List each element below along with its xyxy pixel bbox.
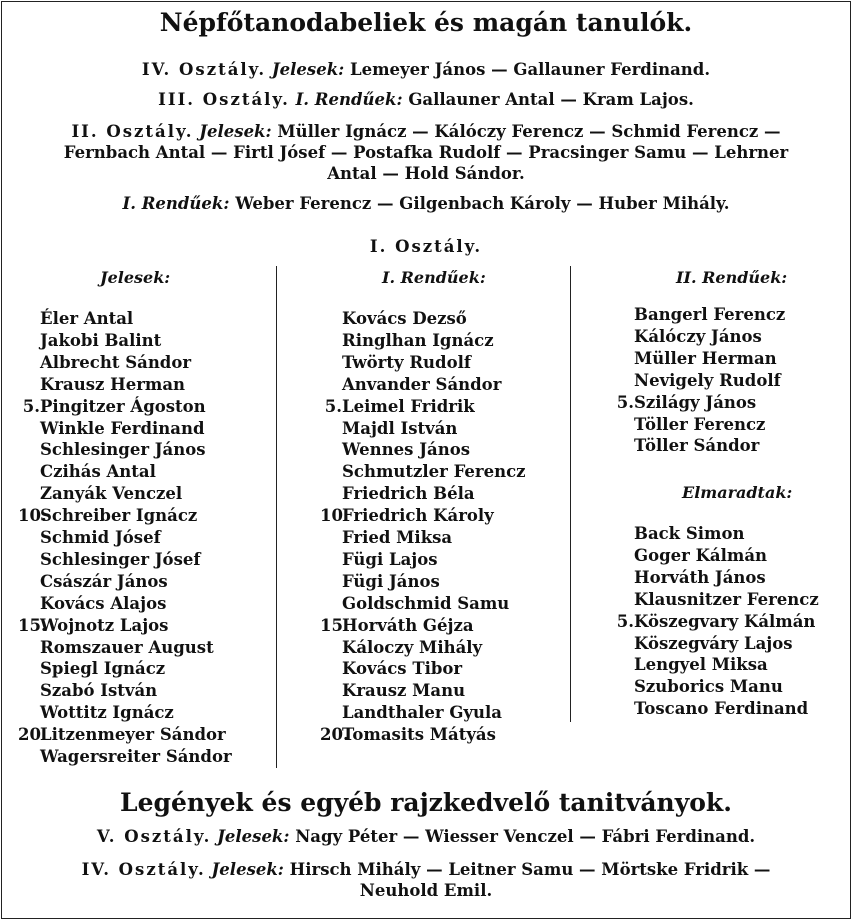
list-item [342, 484, 475, 503]
item-name: Lengyel Miksa [634, 655, 768, 675]
item-name: Winkle Ferdinand [40, 418, 205, 438]
item-number: 15. [320, 615, 349, 635]
item-name: Jakobi Balint [40, 330, 162, 350]
list-item [40, 440, 206, 459]
item-number: 20. [18, 725, 47, 745]
list-item [616, 611, 816, 631]
item-name: Klausnitzer Ferencz [634, 589, 819, 609]
item-name: Kovács Tibor [342, 659, 463, 679]
list-item [342, 594, 509, 613]
item-name: Zanyák Venczel [40, 484, 183, 504]
list-item [40, 309, 133, 328]
class-ii-line1 [2, 122, 850, 141]
item-number: 15. [18, 615, 47, 635]
item-name: Kovács Dezső [342, 309, 467, 328]
item-number: 5. [616, 392, 634, 412]
list-item [342, 638, 482, 657]
list-item [342, 419, 457, 438]
list-item [634, 677, 783, 696]
list-item [18, 725, 226, 745]
item-name: Krausz Herman [40, 374, 186, 394]
col1-heading: Jelesek: [100, 268, 171, 287]
list-item [342, 309, 467, 328]
list-item [634, 349, 777, 368]
class-iii-line [2, 90, 850, 109]
item-name: Császár János [40, 571, 168, 591]
class-label: IV. Osztály. [81, 860, 206, 879]
class-ii-line3: Antal — Hold Sándor. [327, 164, 525, 183]
class-iv-legenyek-line1 [2, 860, 850, 879]
item-name: Landthaler Gyula [342, 703, 502, 723]
item-name: Litzenmeyer Sándor [40, 725, 226, 745]
class-iv-line [2, 60, 850, 79]
item-name: Müller Herman [634, 348, 777, 368]
list-item [342, 440, 470, 459]
class-label: IV. Osztály. [141, 60, 267, 79]
item-name: Töller Sándor [634, 436, 760, 456]
list-item [40, 375, 185, 394]
item-name: Fügi János [342, 571, 440, 591]
class-ii-line2: Fernbach Antal — Firtl Jósef — Postafka Rudolf — Pracsinger Samu — Lehrner [63, 143, 789, 162]
item-name: Köszegvary Kálmán [634, 611, 816, 631]
col2-heading: I. Rendűek: [382, 268, 486, 287]
list-item [324, 396, 475, 416]
item-name: Pingitzer Ágoston [40, 396, 206, 416]
list-item [22, 396, 206, 416]
item-name: Twörty Rudolf [342, 352, 471, 372]
item-name: Tomasits Mátyás [342, 725, 496, 745]
list-item [320, 615, 474, 635]
item-name: Friedrich Károly [342, 506, 494, 526]
list-item [342, 331, 494, 350]
list-item [40, 594, 166, 613]
list-item [40, 462, 156, 481]
rank-label: Jelesek: [217, 827, 290, 846]
item-name: Schlesinger Jósef [40, 549, 201, 569]
list-item [40, 572, 168, 591]
list-item [40, 331, 161, 350]
list-item [40, 484, 182, 503]
item-name: Horváth János [634, 567, 766, 587]
item-name: Ringlhan Ignácz [342, 330, 494, 350]
rank-label: I. Rendűek: [122, 194, 230, 213]
list-item [40, 528, 161, 547]
item-name: Toscano Ferdinand [634, 699, 809, 719]
class-v-line [2, 827, 850, 846]
names-text: Weber Ferencz — Gilgenbach Károly — Huber Mihály. [235, 194, 730, 213]
col3-heading-elmaradtak: Elmaradtak: [682, 483, 793, 502]
list-item [634, 371, 781, 390]
list-item [634, 546, 767, 565]
rank-label: Jelesek: [211, 860, 284, 879]
column-divider-left [276, 266, 277, 768]
list-item [634, 305, 785, 324]
item-name: Back Simon [634, 524, 745, 543]
item-name: Fügi Lajos [342, 549, 438, 569]
names-text: Lemeyer János — Gallauner Ferdinand. [350, 60, 711, 79]
item-name: Káloczy Mihály [342, 637, 483, 657]
item-name: Schmid Jósef [40, 528, 161, 547]
list-item [40, 353, 191, 372]
list-item [40, 638, 214, 657]
item-name: Szuborics Manu [634, 677, 783, 697]
item-number: 10. [18, 506, 47, 526]
section-title-legenyek: Legények és egyéb rajzkedvelő tanitványok. [120, 788, 732, 817]
rank-label: Jelesek: [199, 122, 272, 141]
list-item [634, 415, 765, 434]
class-label: I. Osztály. [369, 237, 483, 256]
item-name: Wottitz Ignácz [40, 703, 174, 723]
item-name: Romszauer August [40, 637, 214, 657]
item-name: Anvander Sándor [342, 374, 502, 394]
class-ii-rendu-line [2, 194, 850, 213]
item-number: 5. [616, 611, 634, 631]
item-name: Goger Kálmán [634, 545, 768, 565]
rank-label: I. Rendűek: [295, 90, 403, 109]
item-name: Schreiber Ignácz [40, 506, 198, 526]
item-name: Fried Miksa [342, 528, 453, 547]
list-item [634, 699, 808, 718]
section-title-nepfotanoda: Népfőtanodabeliek és magán tanulók. [159, 8, 693, 37]
item-name: Krausz Manu [342, 681, 466, 701]
item-name: Albrecht Sándor [40, 352, 192, 372]
list-item [634, 524, 745, 543]
col3-heading: II. Rendűek: [676, 268, 788, 287]
item-name: Nevigely Rudolf [634, 370, 781, 390]
item-name: Horváth Géjza [342, 615, 474, 635]
list-item [342, 703, 502, 722]
list-item [634, 655, 768, 674]
names-text: Gallauner Antal — Kram Lajos. [408, 90, 694, 109]
class-label: II. Osztály. [71, 122, 194, 141]
column-divider-right [570, 266, 571, 722]
item-name: Majdl István [342, 418, 458, 438]
list-item [342, 353, 471, 372]
item-number: 20. [320, 725, 349, 745]
item-name: Goldschmid Samu [342, 593, 510, 613]
item-name: Köszegváry Lajos [634, 633, 793, 653]
item-name: Bangerl Ferencz [634, 305, 786, 324]
names-text: Müller Ignácz — Kálóczy Ferencz — Schmid Ferencz — [277, 122, 781, 141]
list-item [342, 659, 462, 678]
item-name: Leimel Fridrik [342, 396, 475, 416]
item-name: Kovács Alajos [40, 593, 167, 613]
item-name: Schlesinger János [40, 440, 206, 460]
list-item [320, 725, 496, 745]
list-item [40, 659, 165, 678]
list-item [18, 506, 198, 526]
list-item [40, 703, 174, 722]
list-item [40, 681, 157, 700]
item-number: 10. [320, 506, 349, 526]
item-name: Kálóczy János [634, 326, 762, 346]
list-item [40, 550, 200, 569]
list-item [634, 327, 762, 346]
list-item [342, 528, 452, 547]
item-name: Czihás Antal [40, 462, 156, 482]
item-name: Szabó István [40, 681, 158, 701]
list-item [40, 419, 204, 438]
rank-label: Jelesek: [271, 60, 345, 79]
list-item [342, 572, 440, 591]
item-name: Töller Ferencz [634, 414, 766, 434]
document-page [1, 1, 851, 919]
list-item [40, 747, 232, 766]
item-name: Wagersreiter Sándor [40, 747, 232, 766]
class-iv-legenyek-line2: Neuhold Emil. [359, 881, 493, 900]
names-text: Hirsch Mihály — Leitner Samu — Mörtske Fridrik — [289, 860, 771, 879]
list-item [634, 590, 819, 609]
class-i-heading [2, 237, 850, 256]
list-item [18, 615, 169, 635]
item-name: Schmutzler Ferencz [342, 462, 526, 482]
item-name: Éler Antal [40, 309, 134, 328]
list-item [342, 681, 465, 700]
list-item [342, 375, 501, 394]
item-number: 5. [22, 396, 40, 416]
names-text: Nagy Péter — Wiesser Venczel — Fábri Ferdinand. [295, 827, 756, 846]
list-item [342, 550, 438, 569]
class-label: V. Osztály. [96, 827, 212, 846]
list-item [634, 436, 759, 455]
class-label: III. Osztály. [158, 90, 290, 109]
list-item [616, 392, 757, 412]
item-number: 5. [324, 396, 342, 416]
item-name: Szilágy János [634, 392, 757, 412]
item-name: Wennes János [342, 440, 470, 460]
list-item [320, 506, 494, 526]
item-name: Spiegl Ignácz [40, 659, 166, 679]
list-item [634, 634, 793, 653]
list-item [342, 462, 526, 481]
item-name: Friedrich Béla [342, 484, 475, 504]
list-item [634, 568, 766, 587]
item-name: Wojnotz Lajos [40, 615, 169, 635]
